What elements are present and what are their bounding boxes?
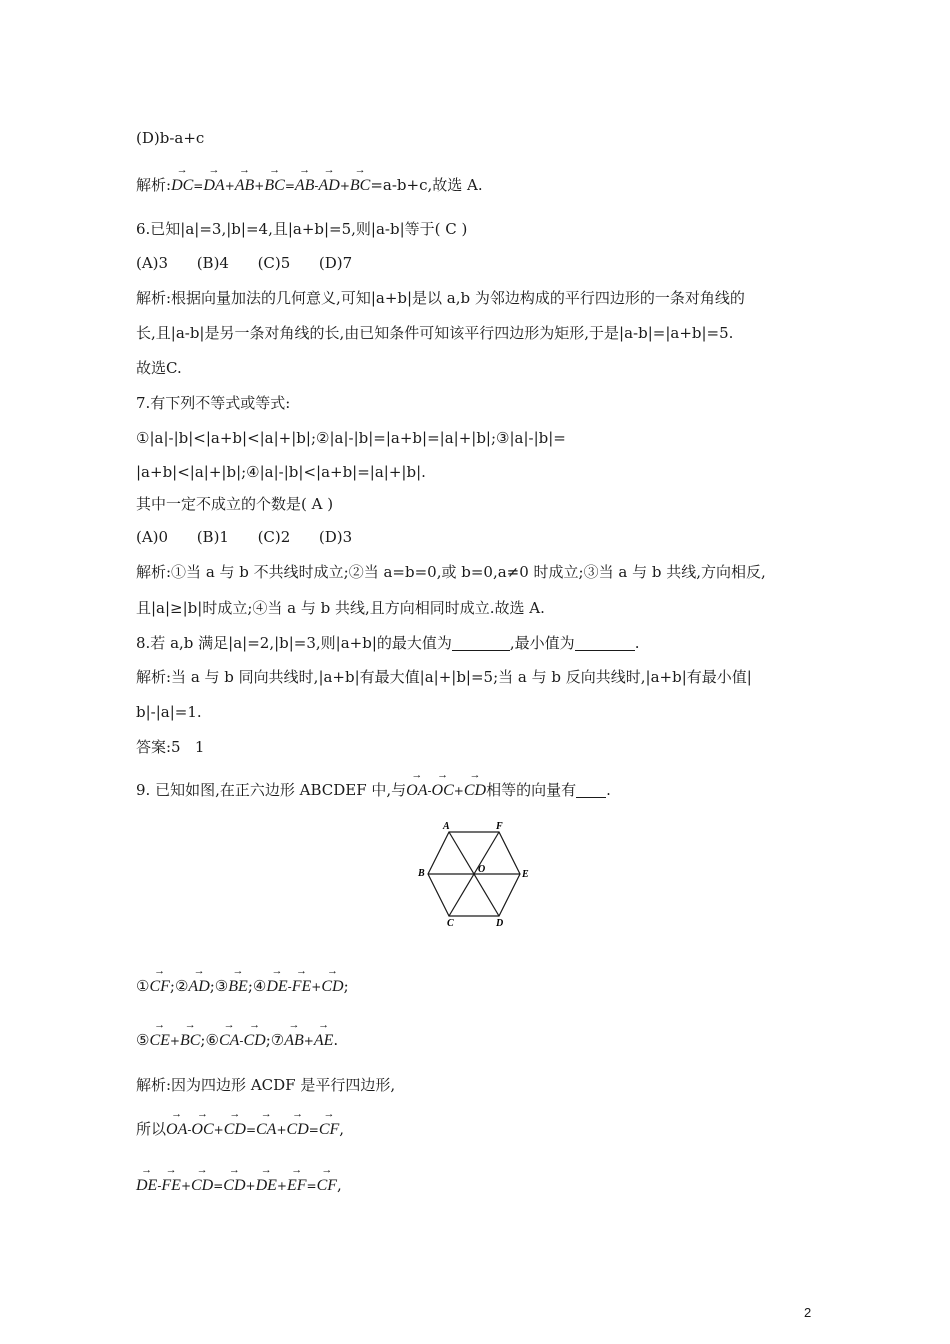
vector-cd: → CD <box>243 1021 265 1051</box>
vector-bc: → BC <box>350 166 370 196</box>
question-7-stem: 7.有下列不等式或等式: <box>136 394 291 412</box>
vector-fe: → FE <box>161 1166 181 1196</box>
question-8-solution-line-1: 解析:当 a 与 b 同向共线时,|a+b|有最大值|a|+|b|=5;当 a 与 b 反向共线时,|a+b|有最小值| <box>136 668 752 686</box>
center-label-o: O <box>478 864 486 875</box>
vertex-label-d: D <box>496 918 504 929</box>
question-7-line-4: 其中一定不成立的个数是( A ) <box>136 495 334 513</box>
vector-ad: → AD <box>318 166 339 196</box>
vector-ab: → AB <box>235 166 255 196</box>
vertex-label-b: B <box>418 868 425 879</box>
question-9-stem: 9. 已知如图,在正六边形 ABCDEF 中,与→ OA-→ OC+→ CD相等的向量有 . <box>136 771 611 801</box>
question-7-line-2: ①|a|-|b|<|a+b|<|a|+|b|;②|a|-|b|=|a+b|=|a|+|b|;③|a|-|b|= <box>136 429 566 447</box>
vector-dc: → DC <box>171 166 193 196</box>
question-8-stem: 8.若 a,b 满足|a|=2,|b|=3,则|a+b|的最大值为 ,最小值为 . <box>136 634 640 652</box>
vector-oc: → OC <box>432 771 454 801</box>
vector-bc: → BC <box>264 166 284 196</box>
vector-cf: → CF <box>317 1166 337 1196</box>
vector-cd: → CD <box>224 1110 246 1140</box>
question-7-line-3: |a+b|<|a|+|b|;④|a|-|b|<|a+b|=|a|+|b|. <box>136 463 426 481</box>
answer-blank[interactable] <box>452 634 510 651</box>
option-d: (D)b-a+c <box>136 129 205 147</box>
question-9-solution-line-1: 解析:因为四边形 ACDF 是平行四边形, <box>136 1076 396 1094</box>
question-6-options: (A)3 (B)4 (C)5 (D)7 <box>136 254 353 272</box>
question-8-solution-line-2: b|-|a|=1. <box>136 703 202 721</box>
vector-ab: → AB <box>284 1021 304 1051</box>
vector-oa: → OA <box>166 1110 187 1140</box>
question-9-choices-line-1: ①→ CF;②→ AD;③→ BE;④→ DE-→ FE+→ CD; <box>136 967 349 997</box>
question-9-solution-line-3: → DE-→ FE+→ CD=→ CD+→ DE+→ EF=→ CF, <box>136 1166 342 1196</box>
vector-ab: → AB <box>295 166 315 196</box>
question-8-answer: 答案:5 1 <box>136 738 205 756</box>
vector-oa: → OA <box>406 771 427 801</box>
question-9-solution-line-2: 所以→ OA-→ OC+→ CD=→ CA+→ CD=→ CF, <box>136 1110 344 1140</box>
hexagon-figure <box>412 816 538 932</box>
vector-ce: → CE <box>149 1021 169 1051</box>
vertex-label-c: C <box>447 918 454 929</box>
question-6-stem: 6.已知|a|=3,|b|=4,且|a+b|=5,则|a-b|等于( C ) <box>136 220 468 238</box>
question-6-solution-line-2: 长,且|a-b|是另一条对角线的长,由已知条件可知该平行四边形为矩形,于是|a-b|=|a+b|=5. <box>136 324 734 342</box>
question-6-solution-line-1: 解析:根据向量加法的几何意义,可知|a+b|是以 a,b 为邻边构成的平行四边形的一条对角线的 <box>136 289 745 307</box>
answer-blank[interactable] <box>575 634 635 651</box>
vector-cf: → CF <box>149 967 169 997</box>
question-6-solution-line-3: 故选C. <box>136 359 182 377</box>
solution-5: 解析:→ DC=→ DA+→ AB+→ BC=→ AB-→ AD+→ BC=a-b+c,故选 A. <box>136 166 483 196</box>
vector-ca: → CA <box>219 1021 239 1051</box>
vector-cd: → CD <box>191 1166 213 1196</box>
solution-prefix: 解析: <box>136 176 172 194</box>
vector-da: → DA <box>203 166 224 196</box>
vector-oc: → OC <box>191 1110 213 1140</box>
vector-fe: → FE <box>292 967 312 997</box>
vector-cd: → CD <box>464 771 486 801</box>
vector-cd: → CD <box>287 1110 309 1140</box>
vector-ca: → CA <box>256 1110 276 1140</box>
vector-ad: → AD <box>188 967 209 997</box>
vector-ef: → EF <box>287 1166 307 1196</box>
answer-blank[interactable] <box>576 781 606 798</box>
vector-de: → DE <box>266 967 287 997</box>
vector-bc: → BC <box>180 1021 200 1051</box>
vector-cf: → CF <box>319 1110 339 1140</box>
vector-cd: → CD <box>223 1166 245 1196</box>
vertex-label-a: A <box>443 821 450 832</box>
question-7-solution-line-2: 且|a|≥|b|时成立;④当 a 与 b 共线,且方向相同时成立.故选 A. <box>136 599 545 617</box>
vector-de: → DE <box>256 1166 277 1196</box>
vertex-label-f: F <box>496 821 503 832</box>
vector-be: → BE <box>228 967 248 997</box>
vertex-label-e: E <box>522 869 529 880</box>
page-number: 2 <box>804 1305 812 1320</box>
vector-cd: → CD <box>321 967 343 997</box>
vector-de: → DE <box>136 1166 157 1196</box>
question-7-solution-line-1: 解析:①当 a 与 b 不共线时成立;②当 a=b=0,或 b=0,a≠0 时成立;③当 a 与 b 共线,方向相反, <box>136 563 766 581</box>
question-9-choices-line-2: ⑤→ CE+→ BC;⑥→ CA-→ CD;⑦→ AB+→ AE. <box>136 1021 338 1051</box>
question-7-options: (A)0 (B)1 (C)2 (D)3 <box>136 528 353 546</box>
vector-ae: → AE <box>314 1021 334 1051</box>
